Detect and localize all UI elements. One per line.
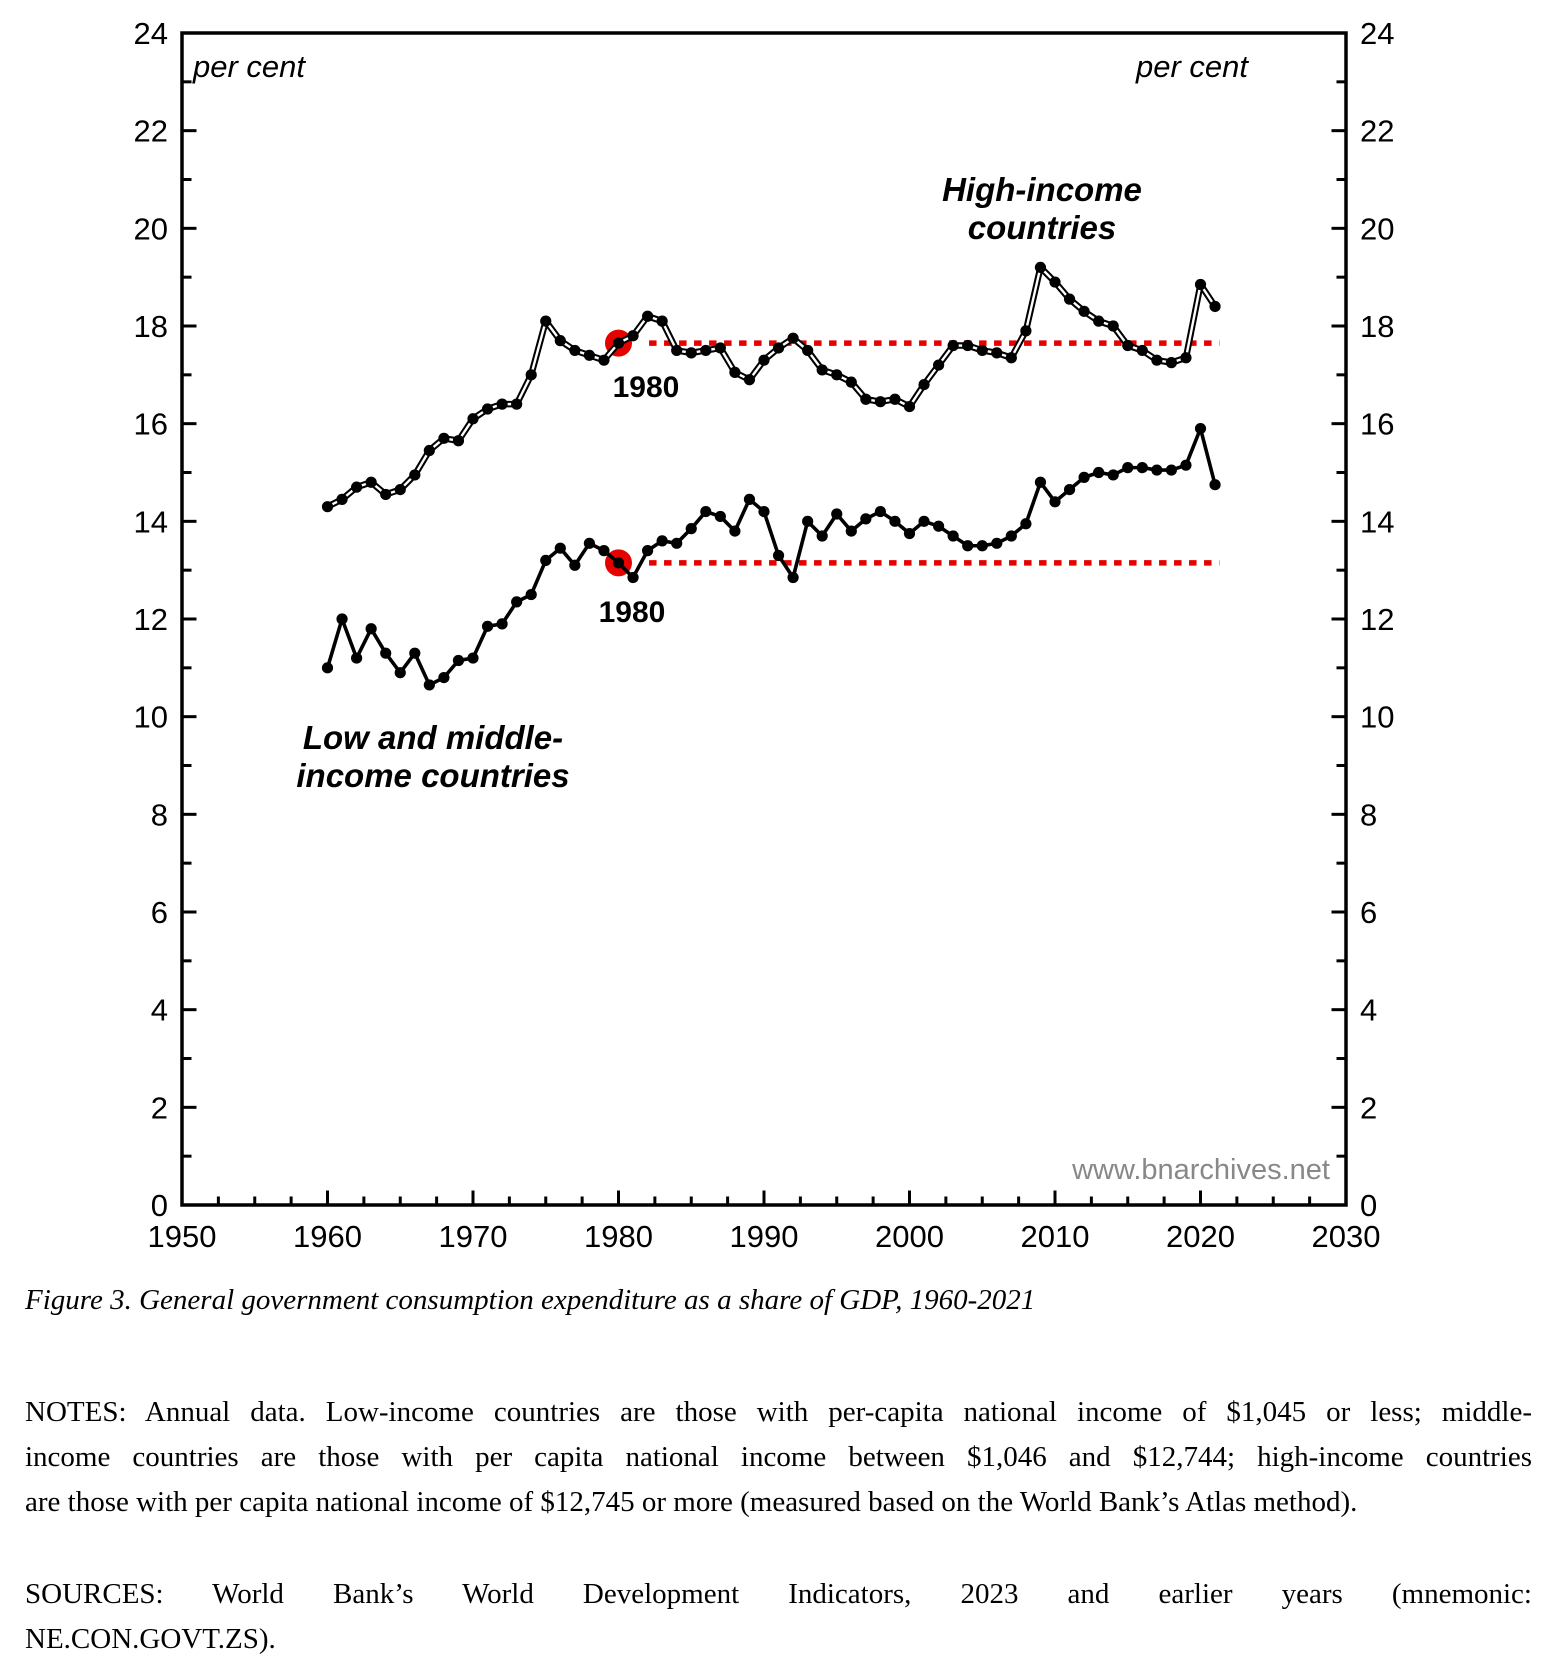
- unit-label-left: per cent: [193, 49, 306, 84]
- high-income-point: [817, 364, 828, 375]
- low-middle-income-point: [467, 652, 478, 663]
- high-income-point: [802, 345, 813, 356]
- low-middle-income-point: [817, 530, 828, 541]
- sources-line: NE.CON.GOVT.ZS).: [25, 1623, 276, 1655]
- y-axis-label-right: 16: [1360, 406, 1395, 442]
- high-income-point: [569, 345, 580, 356]
- high-income-point: [1122, 340, 1133, 351]
- low-middle-income-point: [395, 667, 406, 678]
- low-middle-income-point: [584, 538, 595, 549]
- high-income-point: [948, 340, 959, 351]
- x-axis-label: 1970: [438, 1219, 508, 1254]
- high-income-point: [1035, 262, 1046, 273]
- high-income-point: [671, 345, 682, 356]
- low-middle-income-point: [1108, 469, 1119, 480]
- high-income-point: [409, 469, 420, 480]
- low-middle-income-point: [875, 506, 886, 517]
- low-middle-income-point: [351, 652, 362, 663]
- y-axis-label-right: 20: [1360, 211, 1395, 247]
- y-axis-label-left: 10: [133, 699, 168, 735]
- low-middle-income-point: [1035, 477, 1046, 488]
- low-middle-income-point: [511, 596, 522, 607]
- high-income-point: [322, 501, 333, 512]
- low-middle-income-point: [497, 618, 508, 629]
- high-income-point: [875, 396, 886, 407]
- low-middle-income-point: [788, 572, 799, 583]
- low-middle-income-point: [453, 655, 464, 666]
- unit-label-right: per cent: [1135, 49, 1248, 84]
- y-axis-label-left: 2: [150, 1090, 168, 1126]
- low-middle-income-point: [904, 528, 915, 539]
- low-middle-income-point: [1151, 464, 1162, 475]
- low-middle-income-point: [424, 679, 435, 690]
- y-axis-label-left: 16: [133, 406, 168, 442]
- high-income-line-outer: [328, 267, 1216, 506]
- y-axis-label-left: 18: [133, 309, 168, 344]
- high-income-point: [1093, 316, 1104, 327]
- y-axis-label-left: 8: [150, 797, 168, 833]
- axis-frame: [182, 33, 1346, 1205]
- high-income-point: [1064, 294, 1075, 305]
- low-middle-income-point: [1020, 518, 1031, 529]
- high-income-point: [1166, 357, 1177, 368]
- high-income-point: [1006, 352, 1017, 363]
- high-income-point: [467, 413, 478, 424]
- high-income-point: [598, 355, 609, 366]
- low-middle-income-point: [1049, 496, 1060, 507]
- low-middle-income-point: [933, 521, 944, 532]
- low-middle-income-point: [948, 530, 959, 541]
- high-income-point: [584, 350, 595, 361]
- low-middle-income-point: [526, 589, 537, 600]
- low-middle-income-point: [322, 662, 333, 673]
- y-axis-label-left: 22: [133, 113, 168, 149]
- low-middle-income-point: [962, 540, 973, 551]
- low-middle-income-point: [1122, 462, 1133, 473]
- high-income-point: [1195, 279, 1206, 290]
- high-income-point: [511, 399, 522, 410]
- high-income-point: [904, 401, 915, 412]
- figure-notes: [25, 1390, 1532, 1525]
- low-middle-income-point: [729, 526, 740, 537]
- notes-line: income countries are those with per capita national income between $1,046 and $12,744; high-income countries: [25, 1441, 1532, 1473]
- y-axis-label-right: 4: [1360, 992, 1378, 1028]
- low-middle-income-point: [744, 494, 755, 505]
- high-income-point: [497, 399, 508, 410]
- high-income-point: [380, 489, 391, 500]
- low-middle-income-point: [409, 648, 420, 659]
- notes-line: NOTES: Annual data. Low-income countries are those with per-capita national income of $1,045 or less; middle-: [25, 1396, 1532, 1428]
- high-income-point: [540, 316, 551, 327]
- high-income-point: [1209, 301, 1220, 312]
- high-income-point: [918, 379, 929, 390]
- low-middle-income-point: [482, 621, 493, 632]
- low-middle-income-point: [671, 538, 682, 549]
- y-axis-label-left: 24: [133, 16, 168, 51]
- low-middle-income-point: [715, 511, 726, 522]
- x-axis-label: 1950: [147, 1219, 217, 1254]
- x-axis-label: 2010: [1020, 1219, 1090, 1254]
- low-middle-income-point: [1093, 467, 1104, 478]
- ref-year-label-high: 1980: [612, 371, 680, 404]
- high-income-point: [1108, 320, 1119, 331]
- low-middle-income-point: [1006, 530, 1017, 541]
- y-axis-label-right: 22: [1360, 113, 1395, 149]
- low-middle-income-series-label: Low and middle-: [302, 719, 564, 756]
- low-middle-income-point: [889, 516, 900, 527]
- x-axis-label: 2030: [1311, 1219, 1381, 1254]
- figure-caption: Figure 3. General government consumption expenditure as a share of GDP, 1960-2021: [25, 1284, 1036, 1316]
- low-middle-income-point: [380, 648, 391, 659]
- low-middle-income-point: [657, 535, 668, 546]
- high-income-point: [642, 311, 653, 322]
- high-income-point: [860, 394, 871, 405]
- low-middle-income-point: [1079, 472, 1090, 483]
- high-income-point: [991, 347, 1002, 358]
- notes-line: are those with per capita national income of $12,745 or more (measured based on the World Bank’s Atlas method).: [25, 1486, 1358, 1518]
- low-middle-income-point: [1180, 460, 1191, 471]
- low-middle-income-point: [336, 613, 347, 624]
- low-middle-income-point: [1166, 464, 1177, 475]
- high-income-point: [729, 367, 740, 378]
- high-income-point: [1049, 276, 1060, 287]
- y-axis-label-left: 20: [133, 211, 168, 247]
- low-middle-income-point: [1137, 462, 1148, 473]
- high-income-point: [395, 484, 406, 495]
- high-income-point: [555, 335, 566, 346]
- low-middle-income-point: [991, 538, 1002, 549]
- high-income-point: [715, 342, 726, 353]
- low-middle-income-point: [598, 545, 609, 556]
- low-middle-income-point: [831, 508, 842, 519]
- high-income-point: [424, 445, 435, 456]
- low-middle-income-point: [918, 516, 929, 527]
- low-middle-income-line: [328, 429, 1216, 685]
- y-axis-label-right: 2: [1360, 1090, 1378, 1126]
- low-middle-income-point: [642, 545, 653, 556]
- high-income-point: [627, 330, 638, 341]
- high-income-point: [788, 333, 799, 344]
- y-axis-label-right: 10: [1360, 699, 1395, 735]
- y-axis-label-right: 18: [1360, 309, 1395, 344]
- low-middle-income-point: [1064, 484, 1075, 495]
- y-axis-label-left: 0: [150, 1188, 168, 1223]
- low-middle-income-point: [555, 543, 566, 554]
- low-middle-income-point: [802, 516, 813, 527]
- low-middle-income-point: [860, 513, 871, 524]
- low-middle-income-point: [540, 555, 551, 566]
- low-middle-income-point: [366, 623, 377, 634]
- low-middle-income-point: [569, 560, 580, 571]
- x-axis-label: 1990: [729, 1219, 799, 1254]
- y-axis-label-right: 6: [1360, 895, 1378, 930]
- x-axis-label: 2020: [1166, 1219, 1235, 1254]
- high-income-point: [1151, 355, 1162, 366]
- low-middle-income-point: [1209, 479, 1220, 490]
- high-income-point: [1079, 306, 1090, 317]
- high-income-point: [962, 340, 973, 351]
- high-income-point: [758, 355, 769, 366]
- low-middle-income-point: [613, 557, 624, 568]
- low-middle-income-point: [700, 506, 711, 517]
- ref-year-label-low: 1980: [598, 596, 666, 629]
- high-income-point: [351, 482, 362, 493]
- y-axis-label-left: 4: [150, 992, 168, 1028]
- low-middle-income-point: [438, 672, 449, 683]
- high-income-point: [846, 377, 857, 388]
- watermark-text: www.bnarchives.net: [1072, 1154, 1330, 1186]
- high-income-point: [686, 347, 697, 358]
- y-axis-label-left: 14: [133, 504, 168, 540]
- low-middle-income-point: [846, 526, 857, 537]
- high-income-line-core: [328, 267, 1216, 506]
- x-axis-label: 1960: [293, 1219, 362, 1254]
- y-axis-label-right: 24: [1360, 16, 1395, 51]
- high-income-point: [526, 369, 537, 380]
- high-income-point: [613, 337, 624, 348]
- low-middle-income-point: [977, 540, 988, 551]
- low-middle-income-point: [758, 506, 769, 517]
- high-income-point: [744, 374, 755, 385]
- high-income-point: [977, 345, 988, 356]
- y-axis-label-left: 12: [133, 602, 168, 637]
- high-income-point: [438, 433, 449, 444]
- low-middle-income-point: [773, 550, 784, 561]
- y-axis-label-right: 12: [1360, 602, 1395, 637]
- high-income-point: [1020, 325, 1031, 336]
- high-income-point: [1180, 352, 1191, 363]
- high-income-point: [482, 403, 493, 414]
- y-axis-label-right: 8: [1360, 797, 1378, 833]
- high-income-point: [336, 494, 347, 505]
- high-income-point: [889, 394, 900, 405]
- sources-line: SOURCES: World Bank’s World Development Indicators, 2023 and earlier years (mnemonic:: [25, 1578, 1532, 1610]
- low-middle-income-point: [1195, 423, 1206, 434]
- high-income-series-label: High-income: [942, 171, 1142, 208]
- x-axis-label: 2000: [875, 1219, 944, 1254]
- high-income-point: [773, 342, 784, 353]
- y-axis-label-right: 14: [1360, 504, 1395, 540]
- high-income-point: [700, 345, 711, 356]
- high-income-point: [453, 435, 464, 446]
- figure-sources: [25, 1572, 1532, 1662]
- high-income-point: [657, 316, 668, 327]
- high-income-point: [933, 359, 944, 370]
- high-income-series-label: countries: [967, 209, 1117, 246]
- high-income-point: [831, 369, 842, 380]
- low-middle-income-point: [627, 572, 638, 583]
- high-income-point: [366, 477, 377, 488]
- y-axis-label-right: 0: [1360, 1188, 1378, 1223]
- low-middle-income-point: [686, 523, 697, 534]
- high-income-point: [1137, 345, 1148, 356]
- y-axis-label-left: 6: [150, 895, 168, 930]
- x-axis-label: 1980: [584, 1219, 653, 1254]
- low-middle-income-series-label: income countries: [296, 757, 570, 794]
